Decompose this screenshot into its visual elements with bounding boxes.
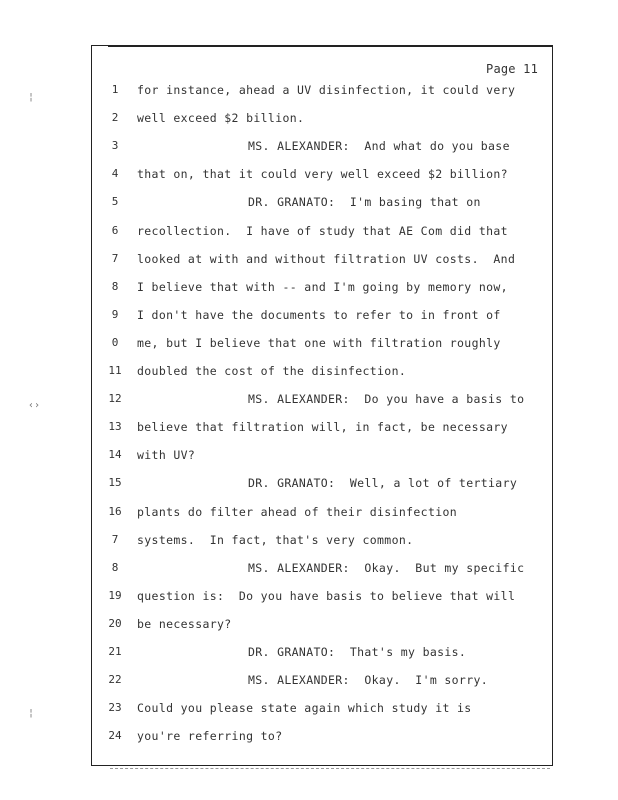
- line-number: 12: [108, 392, 122, 406]
- line-number: 7: [111, 251, 119, 265]
- transcript-line: [92, 505, 552, 525]
- transcript-page: [91, 45, 553, 766]
- transcript-line: [92, 83, 552, 103]
- transcript-line: [92, 336, 552, 356]
- line-number: 16: [108, 504, 122, 518]
- transcript-line: [92, 420, 552, 440]
- line-text: that on, that it could very well exceed $2 billion?: [137, 167, 508, 182]
- line-text: DR. GRANATO: Well, a lot of tertiary: [248, 476, 518, 491]
- line-text: well exceed $2 billion.: [137, 111, 305, 126]
- line-text: question is: Do you have basis to believe that will: [137, 588, 516, 603]
- line-number: 19: [108, 588, 122, 602]
- line-number: 8: [111, 560, 119, 574]
- transcript-line: [92, 729, 552, 749]
- transcript-line: [92, 645, 552, 665]
- transcript-line: [92, 448, 552, 468]
- transcript-line: [92, 561, 552, 581]
- margin-mark-bottom: ¦: [28, 708, 35, 719]
- line-text: believe that filtration will, in fact, be necessary: [137, 420, 508, 435]
- bottom-rule: [110, 768, 550, 770]
- line-text: for instance, ahead a UV disinfection, it could very: [137, 83, 516, 97]
- line-text: Could you please state again which study it is: [137, 701, 472, 716]
- line-number: 5: [111, 195, 119, 209]
- margin-mark-middle: ‹›: [28, 400, 41, 411]
- line-text: I don't have the documents to refer to in front of: [137, 307, 501, 322]
- line-text: doubled the cost of the disinfection.: [137, 364, 407, 378]
- line-text: DR. GRANATO: I'm basing that on: [248, 195, 481, 210]
- transcript-line: [92, 252, 552, 272]
- line-number: 23: [108, 701, 122, 715]
- line-text: recollection. I have of study that AE Com did that: [137, 223, 508, 238]
- line-text: DR. GRANATO: That's my basis.: [248, 645, 467, 659]
- line-number: 11: [108, 364, 122, 377]
- line-number: 2: [111, 111, 119, 125]
- line-text: MS. ALEXANDER: And what do you base: [248, 139, 510, 154]
- line-text: MS. ALEXANDER: Do you have a basis to: [248, 392, 525, 407]
- line-number: 20: [108, 616, 122, 630]
- transcript-line: [92, 167, 552, 187]
- transcript-line: [92, 589, 552, 609]
- transcript-line: [92, 195, 552, 215]
- line-text: plants do filter ahead of their disinfection: [137, 504, 458, 519]
- line-number: 15: [108, 476, 122, 490]
- line-text: I believe that with -- and I'm going by memory now,: [137, 279, 508, 294]
- transcript-line: [92, 280, 552, 300]
- transcript-line: [92, 224, 552, 244]
- line-number: 1: [111, 83, 119, 96]
- line-number: 14: [108, 448, 122, 462]
- line-text: with UV?: [137, 448, 196, 463]
- transcript-line: [92, 111, 552, 131]
- line-text: looked at with and without filtration UV costs. And: [137, 251, 516, 266]
- line-number: 3: [111, 139, 119, 153]
- line-number: 24: [108, 729, 122, 743]
- line-number: 21: [108, 645, 122, 658]
- margin-mark-top: ¦: [28, 92, 35, 103]
- line-number: 13: [108, 420, 122, 434]
- transcript-line: [92, 364, 552, 384]
- line-text: me, but I believe that one with filtration roughly: [137, 335, 501, 350]
- line-number: 0: [111, 335, 119, 349]
- transcript-line: [92, 392, 552, 412]
- transcript-line: [92, 308, 552, 328]
- line-number: 7: [111, 532, 119, 546]
- transcript-line: [92, 533, 552, 553]
- line-number: 4: [111, 167, 119, 181]
- transcript-line: [92, 673, 552, 693]
- transcript-line: [92, 476, 552, 496]
- line-text: MS. ALEXANDER: Okay. I'm sorry.: [248, 673, 489, 688]
- line-text: systems. In fact, that's very common.: [137, 532, 414, 547]
- line-number: 9: [111, 307, 119, 321]
- line-number: 22: [108, 673, 122, 687]
- line-number: 6: [111, 223, 119, 237]
- line-number: 8: [111, 279, 119, 293]
- line-text: be necessary?: [137, 616, 232, 631]
- line-text: MS. ALEXANDER: Okay. But my specific: [248, 560, 525, 575]
- transcript-line: [92, 617, 552, 637]
- page-number: Page 11: [486, 62, 538, 76]
- transcript-line: [92, 139, 552, 159]
- line-text: you're referring to?: [137, 729, 283, 744]
- transcript-line: [92, 701, 552, 721]
